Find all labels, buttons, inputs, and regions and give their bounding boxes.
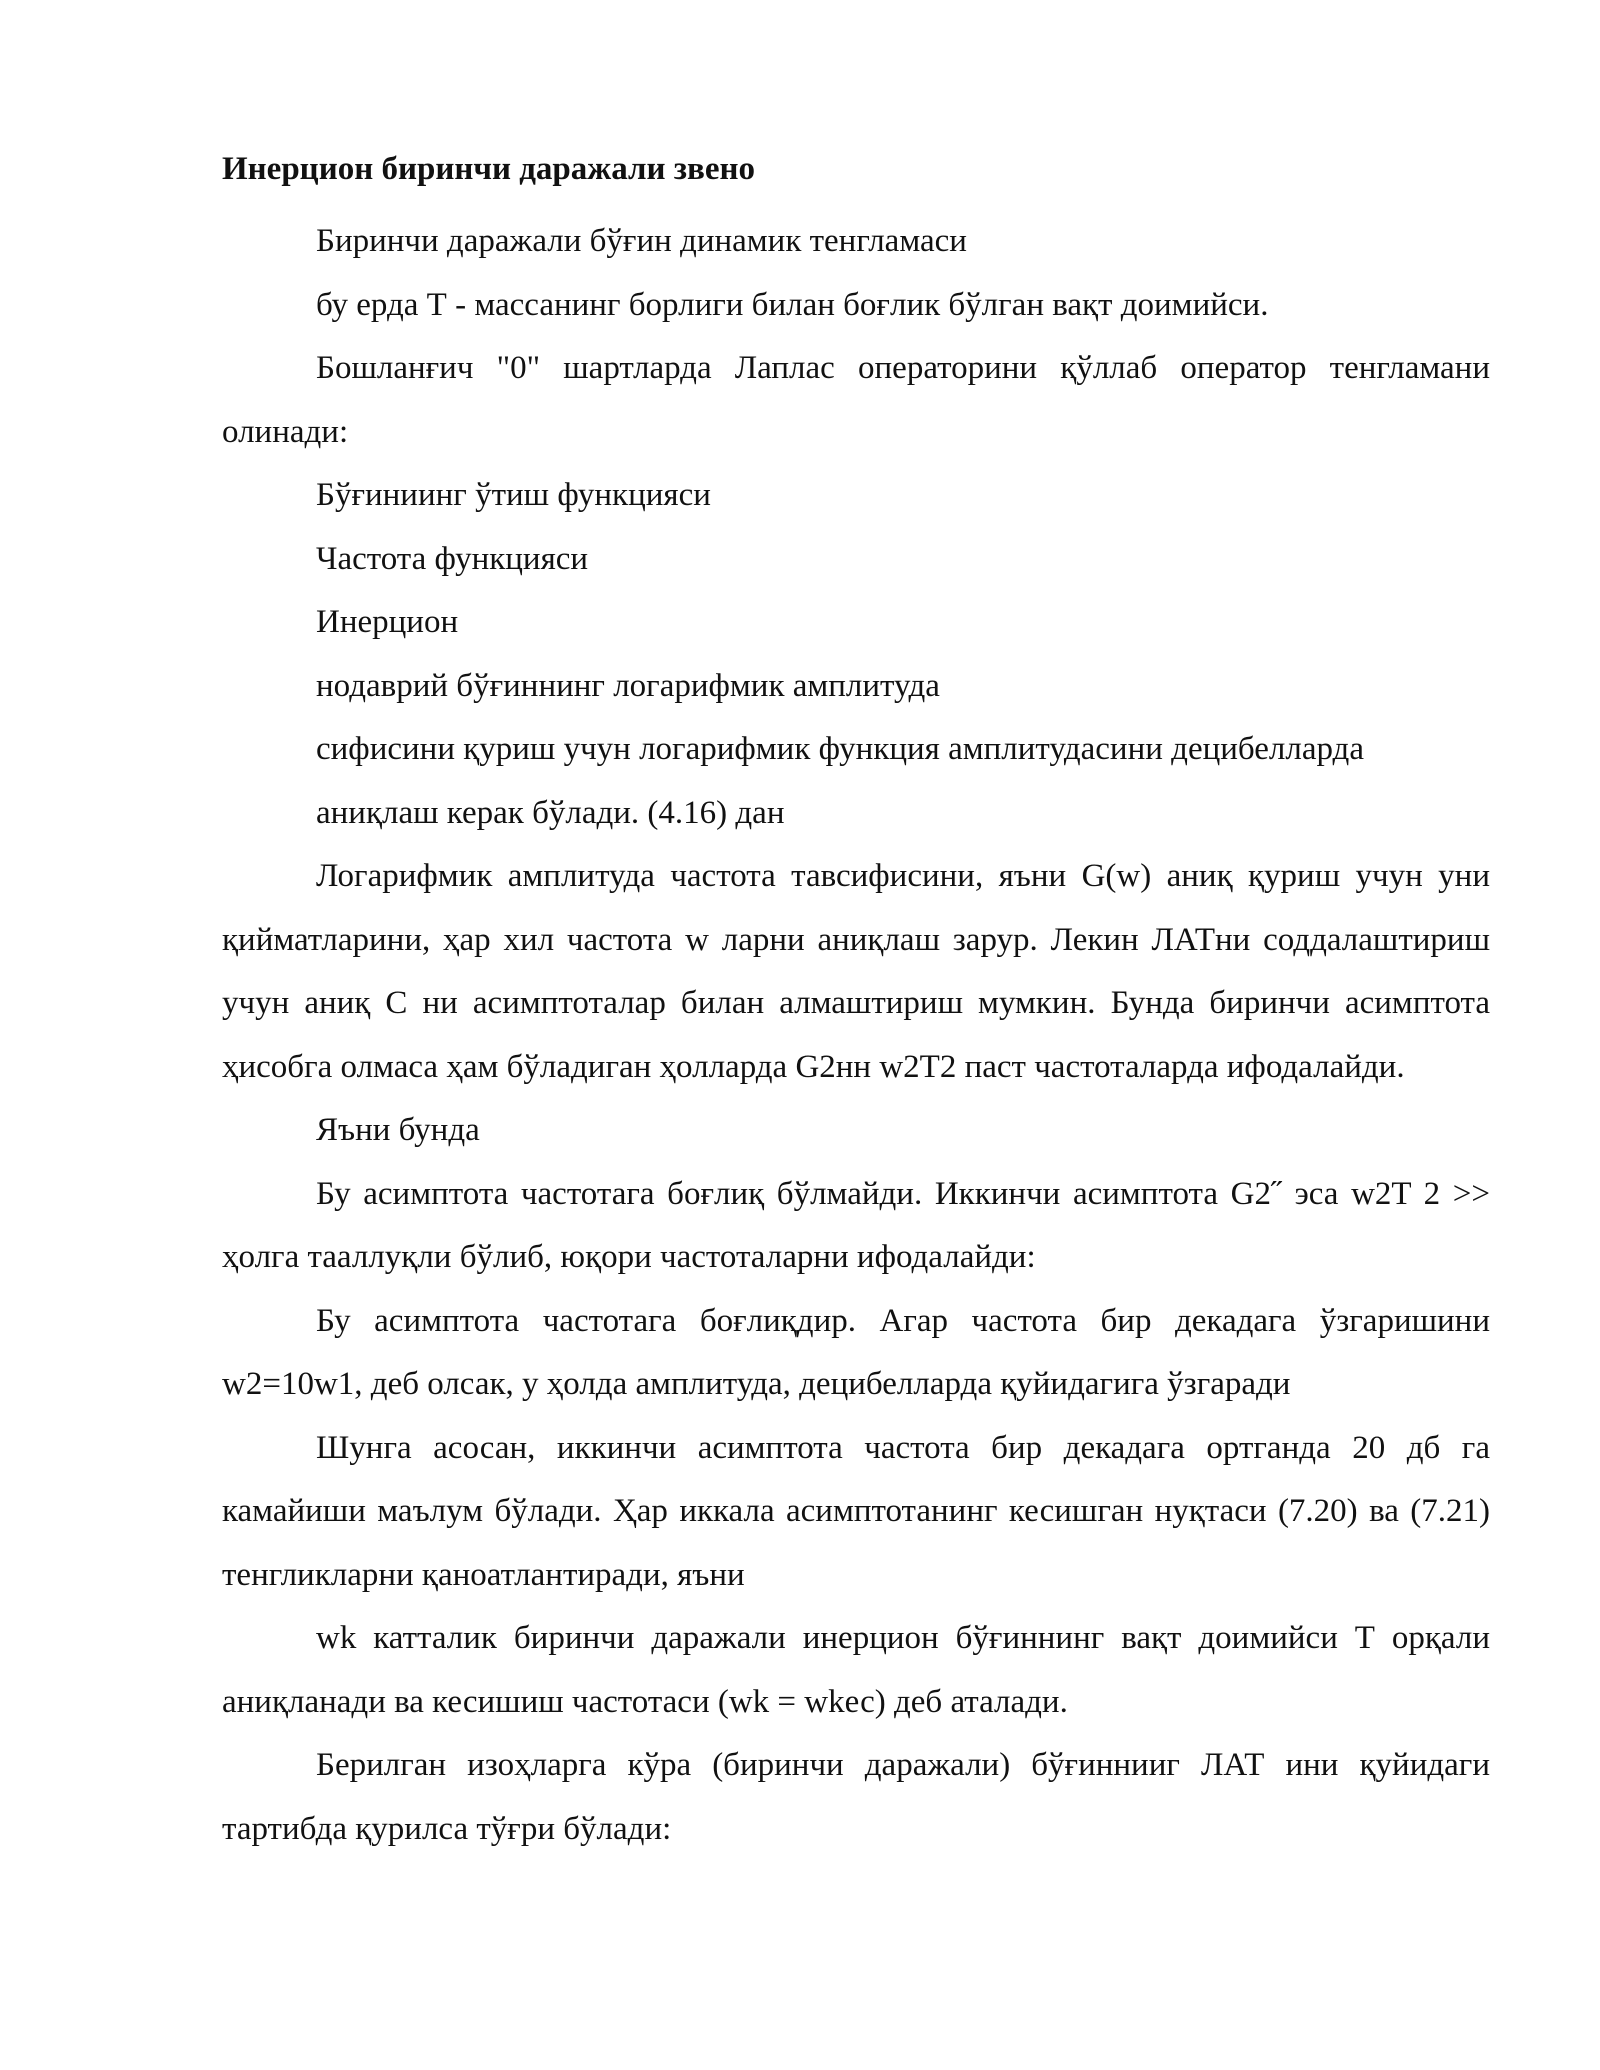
- paragraph-decade-change: Бу асимптота частотага боғлиқдир. Агар частота бир декадага ўзгаришини w2=10w1, деб олсак, у ҳолда амплитуда, децибелларда қуйидагига ўзгаради: [222, 1302, 1490, 1402]
- paragraph-log-amplitude: нодаврий бўғиннинг логарифмик амплитуда: [316, 667, 940, 704]
- paragraph-20-db: Шунга асосан, иккинчи асимптота частота бир декадага ортганда 20 дб га камайиши маълум бўлади. Ҳар иккала асимптотанинг кесишган нуқтаси (7.20) ва (7.21) тенгликларни қаноатлантиради, яъни: [222, 1429, 1490, 1593]
- paragraph-that-is: Яъни бунда: [316, 1112, 480, 1148]
- paragraph-transfer-function: Бўғиниинг ўтиш функцияси: [316, 477, 711, 513]
- paragraph-dynamic-equation: Биринчи даражали бўғин динамик тенгламаси: [316, 223, 967, 259]
- paragraph-decibels: сифисини қуриш учун логарифмик функция амплитудасини децибелларда: [316, 731, 1364, 767]
- paragraph-from-4-16: аниқлаш керак бўлади. (4.16) дан: [316, 794, 785, 831]
- paragraph-lat-construction: Берилган изоҳларга кўра (биринчи даражали) бўғиннииг ЛАТ ини қуйидаги тартибда қурилса тўғри бўлади:: [222, 1747, 1490, 1847]
- paragraph-time-constant: бу ерда Т - массанинг борлиги билан боғлик бўлган вақт доимийси.: [316, 286, 1269, 323]
- page-title: Инерцион биринчи даражали звено: [222, 151, 756, 187]
- paragraph-inertial: Инерцион: [316, 604, 459, 640]
- paragraph-crossover-frequency: wk катталик биринчи даражали инерцион бўғиннинг вақт доимийси Т орқали аниқланади ва кесишиш частотаси (wk = wkес) деб аталади.: [222, 1620, 1490, 1720]
- paragraph-lat-asymptotes: Логарифмик амплитуда частота тавсифисини, яъни G(w) аниқ қуриш учун уни қийматларини, ҳар хил частота w ларни аниқлаш зарур. Лекин ЛАТни соддалаштириш учун аниқ С ни асимптоталар билан алмаштириш мумкин. Бунда биринчи асимптота ҳисобга олмаса ҳам бўладиган ҳолларда G2нн w2T2 паст частоталарда ифодалайди.: [222, 858, 1490, 1085]
- paragraph-second-asymptote: Бу асимптота частотага боғлиқ бўлмайди. Иккинчи асимптота G2˝ эса w2T 2 >> ҳолга тааллуқли бўлиб, юқори частоталарни ифодалайди:: [222, 1175, 1490, 1275]
- paragraph-frequency-function: Частота функцияси: [316, 540, 589, 577]
- paragraph-laplace-operator: Бошланғич "0" шартларда Лаплас операторини қўллаб оператор тенгламани олинади:: [222, 350, 1490, 450]
